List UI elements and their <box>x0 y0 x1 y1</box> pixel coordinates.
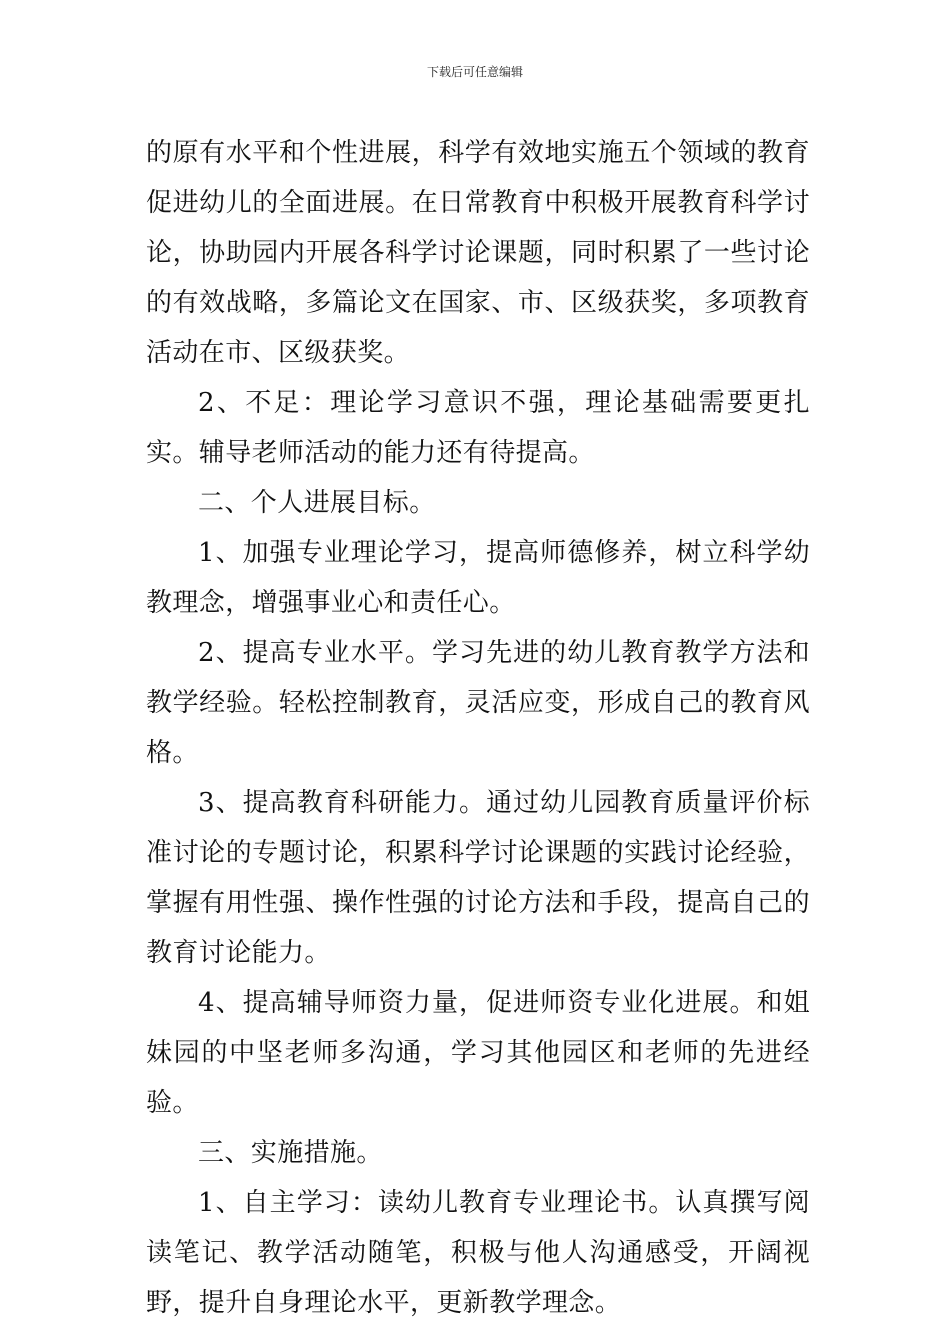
section-heading-measures: 三、实施措施。 <box>198 1138 383 1168</box>
paragraph-goal-2: 2、提高专业水平。学习先进的幼儿教育教学方法和教学经验。轻松控制教育，灵活应变，形成自己的教育风格。 <box>146 638 810 768</box>
section-heading-goals: 二、个人进展目标。 <box>198 488 436 518</box>
document-body <box>146 128 810 1328</box>
paragraph-shortcomings: 2、不足：理论学习意识不强，理论基础需要更扎实。辅导老师活动的能力还有待提高。 <box>146 388 810 468</box>
paragraph-goal-3: 3、提高教育科研能力。通过幼儿园教育质量评价标准讨论的专题讨论，积累科学讨论课题的实践讨论经验，掌握有用性强、操作性强的讨论方法和手段，提高自己的教育讨论能力。 <box>146 788 810 968</box>
paragraph-goal-4: 4、提高辅导师资力量，促进师资专业化进展。和姐妹园的中坚老师多沟通，学习其他园区和老师的先进经验。 <box>146 988 810 1118</box>
paragraph-measure-1: 1、自主学习：读幼儿教育专业理论书。认真撰写阅读笔记、教学活动随笔，积极与他人沟通感受，开阔视野，提升自身理论水平，更新教学理念。 <box>146 1188 810 1318</box>
paragraph-goal-1: 1、加强专业理论学习，提高师德修养，树立科学幼教理念，增强事业心和责任心。 <box>146 538 810 618</box>
paragraph-intro-continued: 的原有水平和个性进展，科学有效地实施五个领域的教育促进幼儿的全面进展。在日常教育中积极开展教育科学讨论，协助园内开展各科学讨论课题，同时积累了一些讨论的有效战略，多篇论文在国家、市、区级获奖，多项教育活动在市、区级获奖。 <box>146 138 810 368</box>
page-header: 下载后可任意编辑 <box>426 65 523 79</box>
